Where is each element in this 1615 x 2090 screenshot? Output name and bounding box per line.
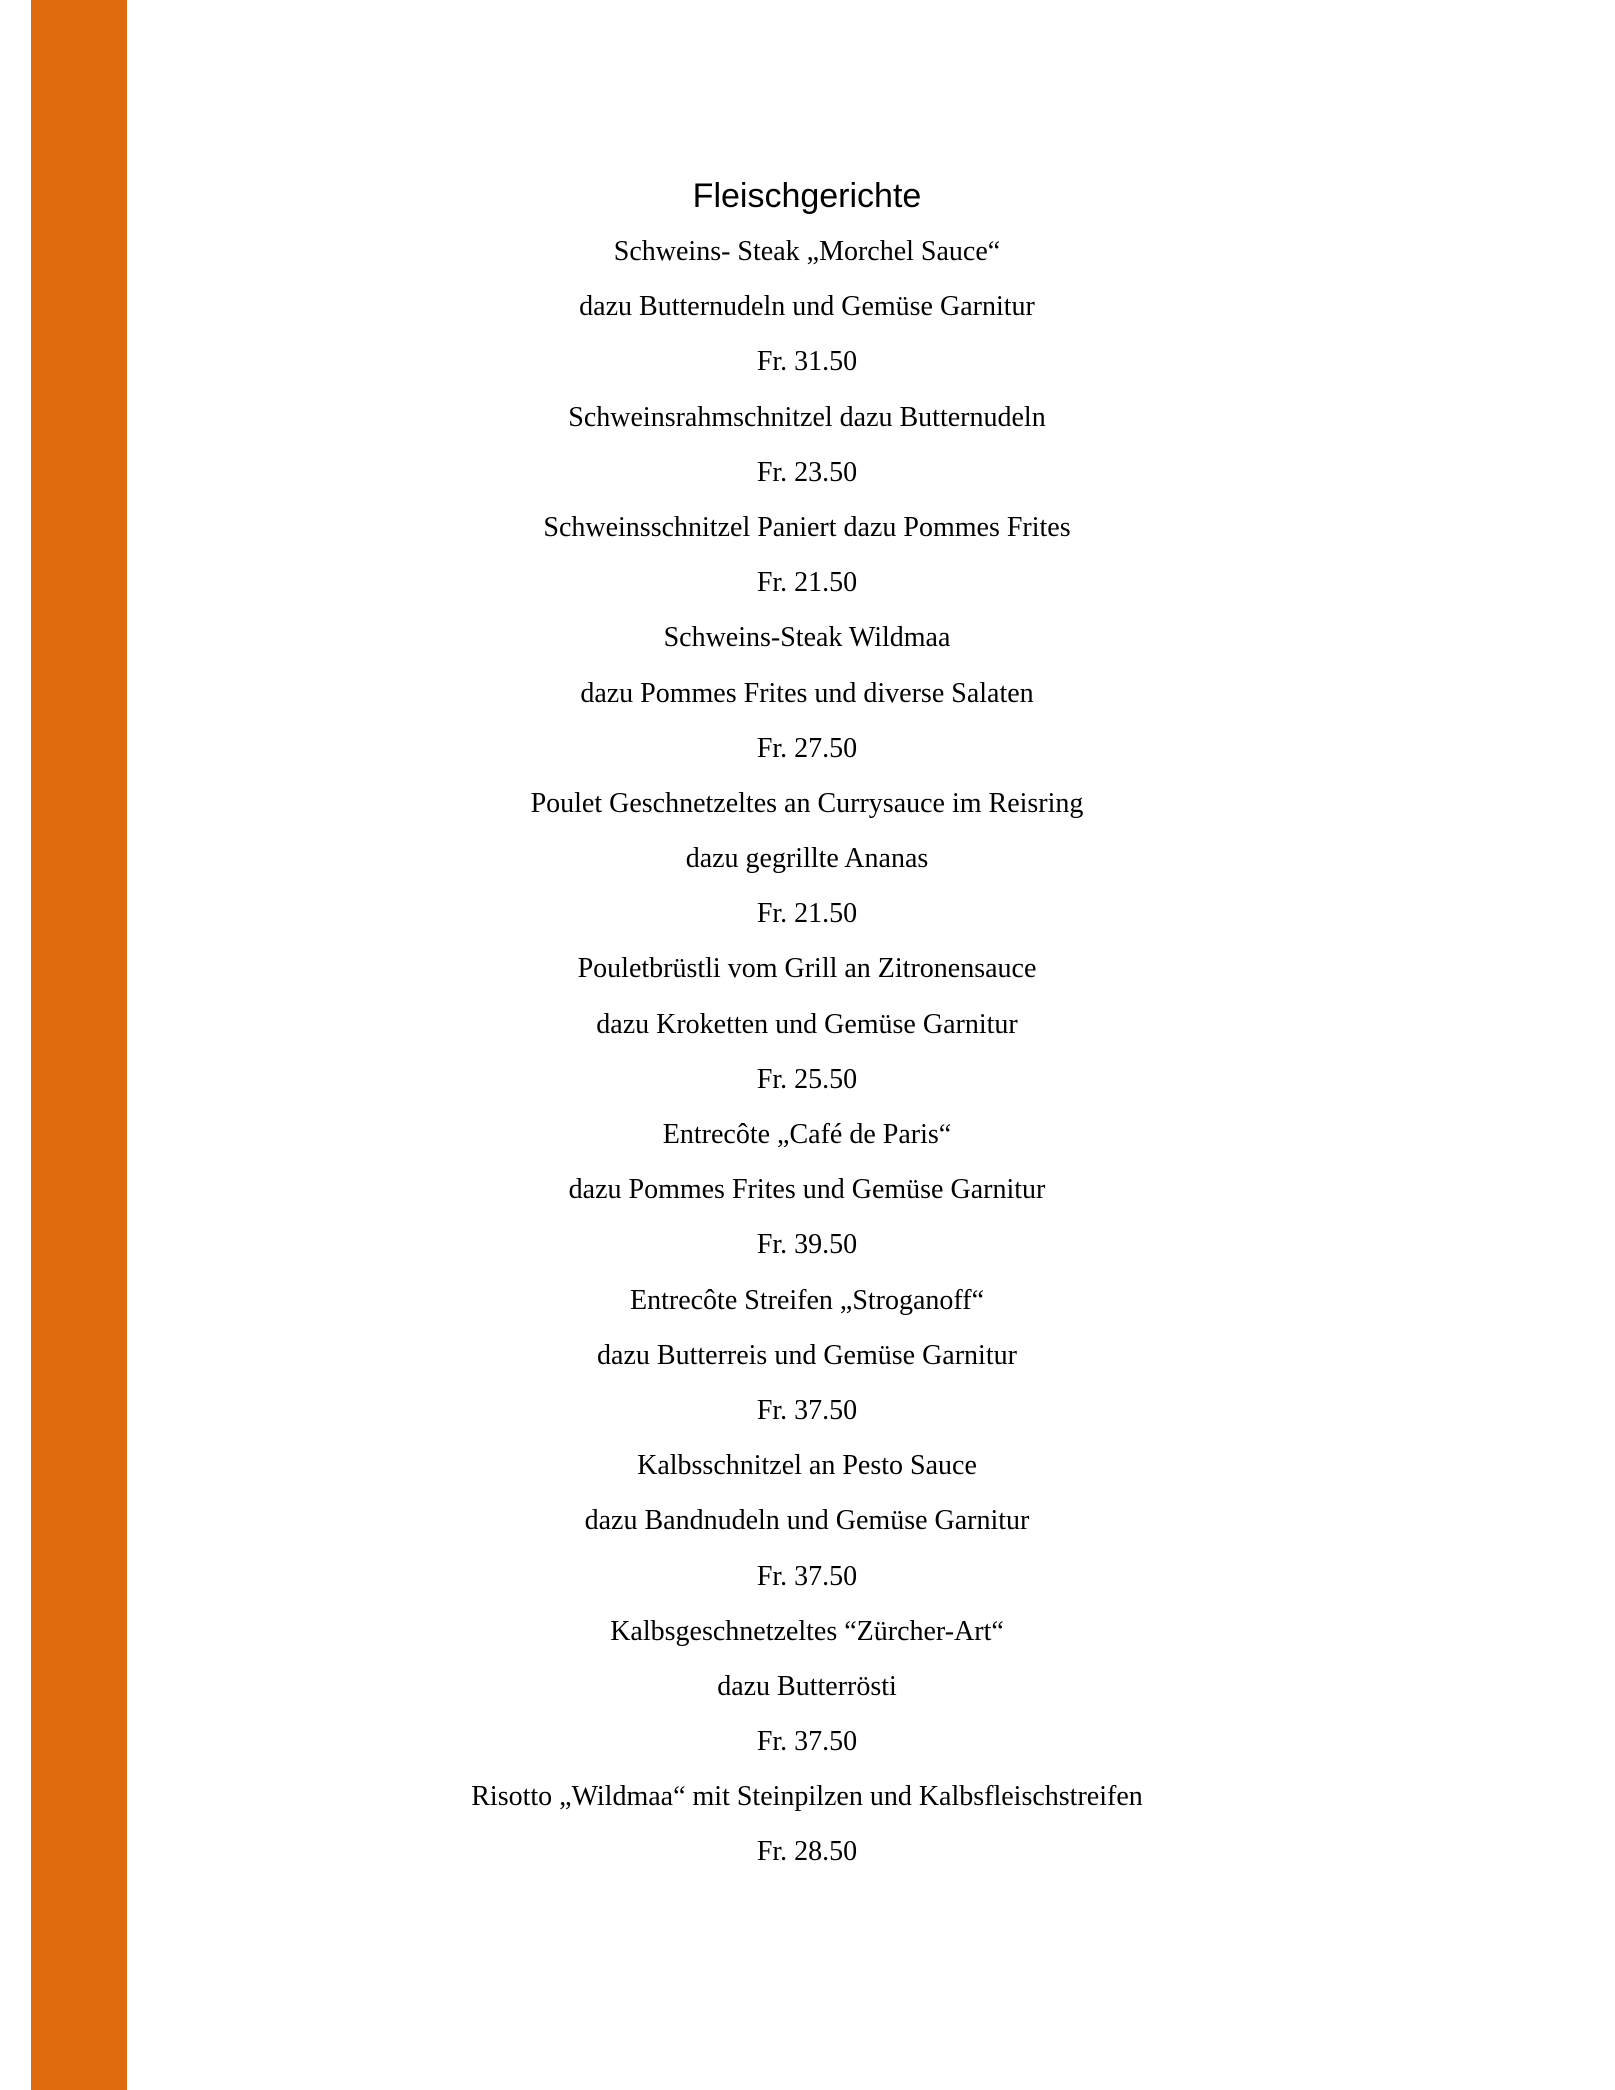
section-title: Fleischgerichte	[692, 177, 922, 215]
meat-dishes-section	[310, 168, 1304, 1880]
dish-description: dazu Butterrösti	[717, 1670, 897, 1702]
dish-price: Fr. 21.50	[756, 567, 858, 599]
dish-title: Poulet Geschnetzeltes an Currysauce im Reisring	[530, 787, 1084, 819]
dish-title-with-side: Schweinsschnitzel Paniert dazu Pommes Frites	[543, 511, 1071, 543]
dish-price: Fr. 37.50	[756, 1726, 858, 1758]
dish-description: dazu Pommes Frites und Gemüse Garnitur	[568, 1174, 1046, 1206]
dish-title-with-side: Risotto „Wildmaa“ mit Steinpilzen und Kalbsfleischstreifen	[471, 1781, 1143, 1813]
dish-title: Kalbsgeschnetzeltes “Zürcher-Art“	[610, 1615, 1004, 1647]
dish-price: Fr. 25.50	[756, 1063, 858, 1095]
dish-price: Fr. 31.50	[756, 346, 858, 378]
dish-price: Fr. 21.50	[756, 898, 858, 930]
dish-description: dazu Butterreis und Gemüse Garnitur	[597, 1339, 1017, 1371]
dish-description: dazu Kroketten und Gemüse Garnitur	[596, 1008, 1018, 1040]
dish-price: Fr. 37.50	[756, 1560, 858, 1592]
dish-title: Schweins-Steak Wildmaa	[663, 622, 951, 654]
orange-accent-bar	[31, 0, 127, 2090]
dish-price: Fr. 37.50	[756, 1394, 858, 1426]
dish-description: dazu Bandnudeln und Gemüse Garnitur	[584, 1505, 1030, 1537]
dish-description: dazu Butternudeln und Gemüse Garnitur	[579, 291, 1035, 323]
dish-title: Kalbsschnitzel an Pesto Sauce	[637, 1450, 977, 1482]
dish-title: Pouletbrüstli vom Grill an Zitronensauce	[577, 953, 1037, 985]
dish-title-with-side: Schweinsrahmschnitzel dazu Butternudeln	[568, 401, 1046, 433]
dish-title: Schweins- Steak „Morchel Sauce“	[613, 236, 1001, 267]
dish-price: Fr. 28.50	[756, 1836, 858, 1868]
dish-title: Entrecôte „Café de Paris“	[662, 1119, 952, 1150]
dish-description: dazu Pommes Frites und diverse Salaten	[580, 677, 1034, 709]
menu-lines	[310, 224, 1304, 1880]
dish-price: Fr. 27.50	[756, 732, 858, 764]
dish-price: Fr. 39.50	[756, 1229, 858, 1261]
dish-description: dazu gegrillte Ananas	[685, 843, 929, 875]
dish-price: Fr. 23.50	[756, 456, 858, 488]
dish-title: Entrecôte Streifen „Stroganoff“	[629, 1284, 984, 1316]
